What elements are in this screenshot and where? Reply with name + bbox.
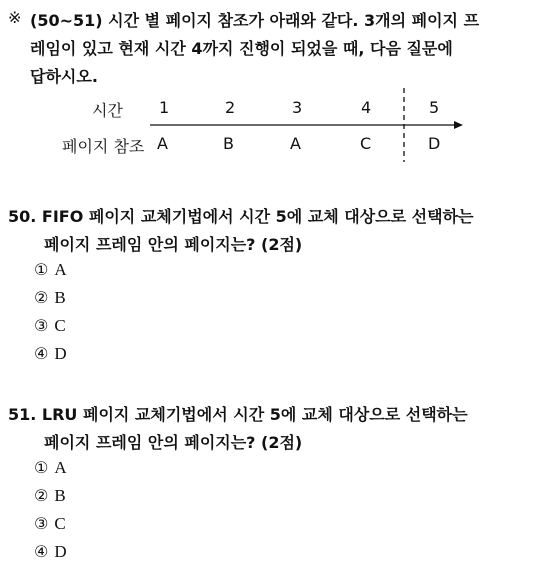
option-label: D <box>54 542 67 561</box>
page-ref-value: C <box>360 134 372 153</box>
intro-text-line-2: 레임이 있고 현재 시간 4까지 진행이 되었을 때, 다음 질문에 <box>30 39 453 58</box>
question-50-option-4[interactable] <box>34 344 67 364</box>
time-value: 5 <box>429 98 440 117</box>
option-number: ② <box>34 486 49 505</box>
time-value: 2 <box>225 98 236 117</box>
option-number: ② <box>34 288 49 307</box>
option-label: A <box>54 458 67 477</box>
timeline-arrowhead <box>454 121 463 129</box>
option-label: C <box>54 316 66 335</box>
option-number: ④ <box>34 344 49 363</box>
option-label: A <box>54 260 67 279</box>
question-51-option-2[interactable] <box>34 486 66 506</box>
question-50-option-2[interactable] <box>34 288 66 308</box>
question-51-line-2: 페이지 프레임 안의 페이지는? (2점) <box>44 433 303 452</box>
page-ref-label: 페이지 참조 <box>62 137 145 156</box>
option-number: ① <box>34 260 49 279</box>
option-number: ④ <box>34 542 49 561</box>
option-label: C <box>54 514 66 533</box>
page-ref-value: A <box>290 134 301 153</box>
time-value: 1 <box>159 98 170 117</box>
question-51-option-4[interactable] <box>34 542 67 562</box>
option-number: ① <box>34 458 49 477</box>
note-mark: ※ <box>8 8 22 27</box>
page-ref-value: D <box>428 134 441 153</box>
time-value: 4 <box>361 98 372 117</box>
question-51-option-3[interactable] <box>34 514 66 534</box>
option-label: B <box>54 288 66 307</box>
page-ref-value: A <box>157 134 168 153</box>
option-label: D <box>54 344 67 363</box>
option-label: B <box>54 486 66 505</box>
question-50-line-2: 페이지 프레임 안의 페이지는? (2점) <box>44 235 303 254</box>
option-number: ③ <box>34 514 49 533</box>
page-ref-value: B <box>223 134 234 153</box>
question-50-option-1[interactable] <box>34 260 67 280</box>
question-50-option-3[interactable] <box>34 316 66 336</box>
time-value: 3 <box>292 98 303 117</box>
question-50-line-1: 50. FIFO 페이지 교체기법에서 시간 5에 교체 대상으로 선택하는 <box>8 207 474 226</box>
intro-text-line-3: 답하시오. <box>30 67 98 86</box>
time-label: 시간 <box>92 101 123 120</box>
option-number: ③ <box>34 316 49 335</box>
question-51-option-1[interactable] <box>34 458 67 478</box>
question-51-line-1: 51. LRU 페이지 교체기법에서 시간 5에 교체 대상으로 선택하는 <box>8 405 468 424</box>
intro-text-line-1: (50~51) 시간 별 페이지 참조가 아래와 같다. 3개의 페이지 프 <box>30 11 480 30</box>
